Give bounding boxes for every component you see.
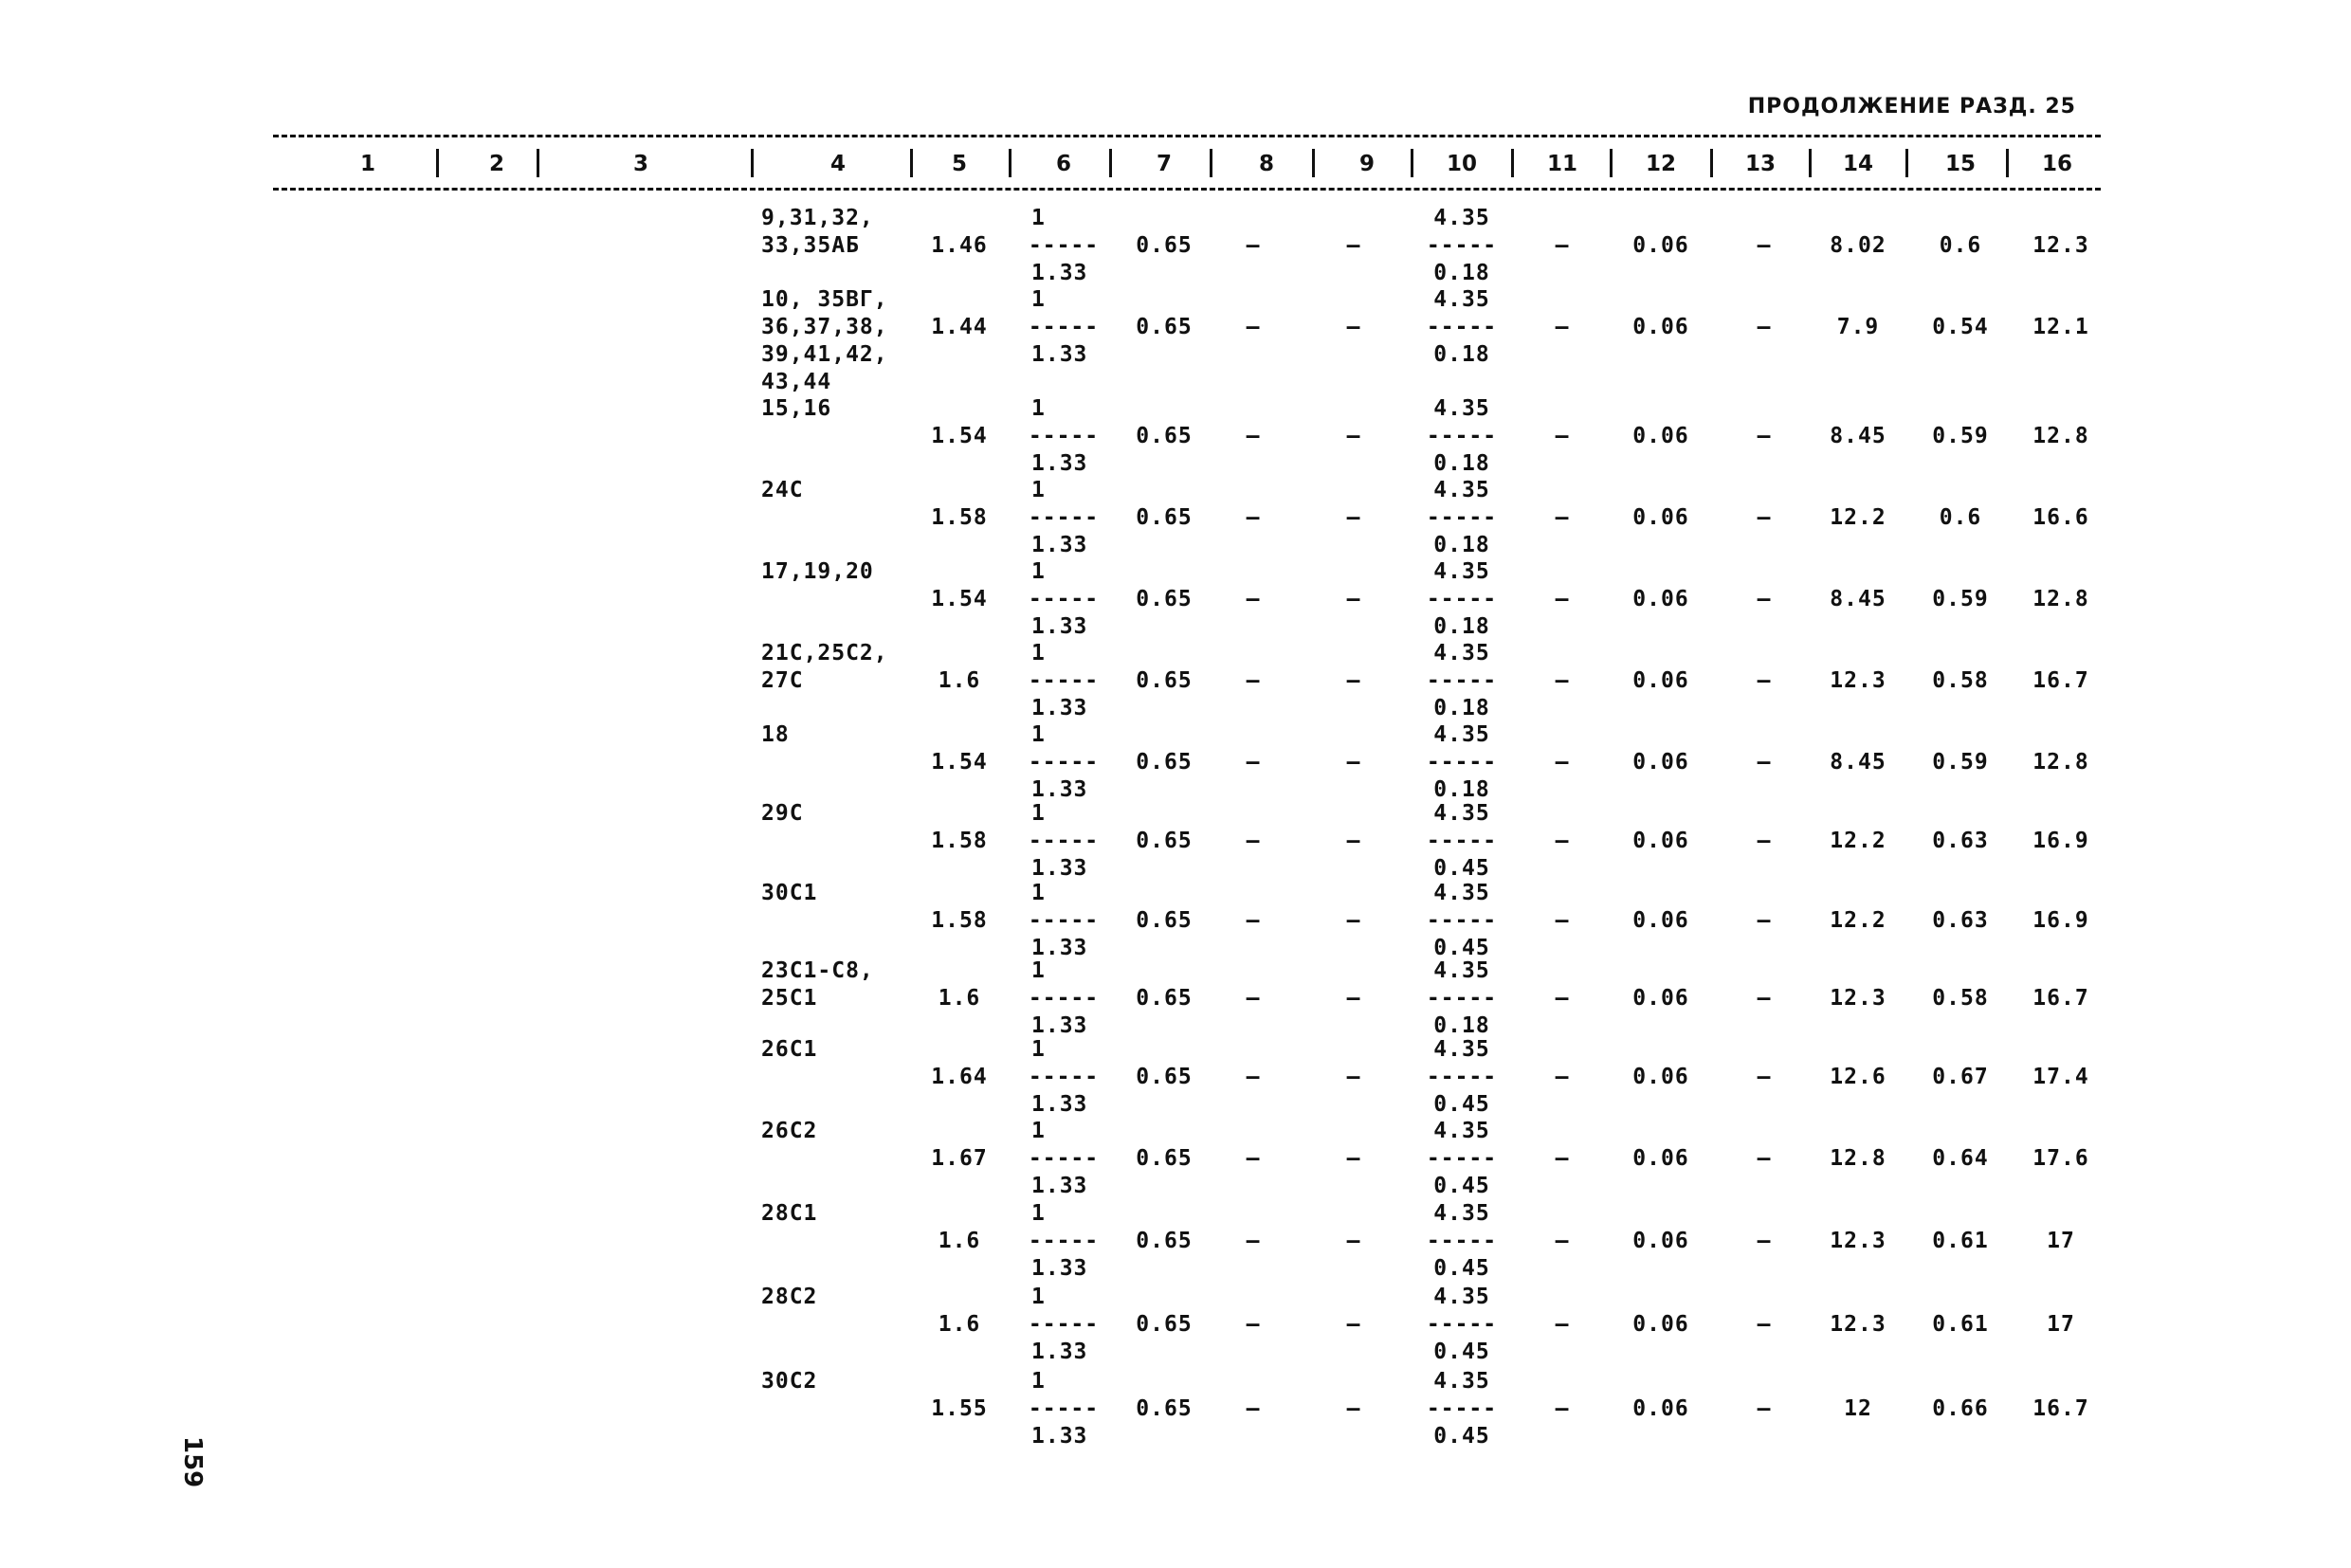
cell-designation: 23С1-С8, bbox=[761, 958, 874, 983]
column-separator bbox=[1312, 149, 1315, 177]
cell-col14: 7.9 bbox=[1836, 315, 1880, 339]
cell-designation: 18 bbox=[761, 722, 790, 747]
cell-col10-numerator: 4.35 bbox=[1433, 1285, 1490, 1309]
cell-designation: 15,16 bbox=[761, 396, 832, 421]
cell-col10-denominator: 0.18 bbox=[1433, 451, 1490, 476]
column-separator bbox=[1109, 149, 1112, 177]
cell-col8: – bbox=[1246, 750, 1261, 775]
column-header-9: 9 bbox=[1358, 152, 1375, 176]
cell-col12: 0.06 bbox=[1632, 750, 1689, 775]
cell-col13: – bbox=[1757, 1146, 1772, 1171]
cell-col13: – bbox=[1757, 668, 1772, 693]
cell-col14: 12.8 bbox=[1830, 1146, 1886, 1171]
column-header-4: 4 bbox=[829, 152, 846, 176]
fraction-line: ----- bbox=[1426, 505, 1498, 530]
cell-col6-denominator: 1.33 bbox=[1031, 777, 1088, 802]
cell-col10-numerator: 4.35 bbox=[1433, 478, 1490, 502]
cell-col13: – bbox=[1757, 587, 1772, 611]
cell-col11: – bbox=[1555, 668, 1570, 693]
cell-col6-numerator: 1 bbox=[1031, 396, 1046, 421]
cell-col15: 0.6 bbox=[1939, 233, 1982, 258]
cell-col10-numerator: 4.35 bbox=[1433, 396, 1490, 421]
cell-col9: – bbox=[1346, 986, 1361, 1011]
column-separator bbox=[1009, 149, 1011, 177]
cell-designation: 29С bbox=[761, 801, 804, 826]
cell-col14: 8.02 bbox=[1830, 233, 1886, 258]
column-separator bbox=[1905, 149, 1908, 177]
cell-col8: – bbox=[1246, 668, 1261, 693]
cell-designation: 9,31,32, bbox=[761, 206, 874, 230]
cell-col7: 0.65 bbox=[1136, 1229, 1193, 1253]
cell-designation: 28С2 bbox=[761, 1285, 818, 1309]
column-header-1: 1 bbox=[359, 152, 375, 176]
cell-col6-denominator: 1.33 bbox=[1031, 856, 1088, 881]
cell-col10-denominator: 0.45 bbox=[1433, 856, 1490, 881]
cell-col7: 0.65 bbox=[1136, 1312, 1193, 1337]
cell-col5: 1.55 bbox=[931, 1396, 988, 1421]
cell-col8: – bbox=[1246, 908, 1261, 933]
cell-col9: – bbox=[1346, 1229, 1361, 1253]
column-header-15: 15 bbox=[1944, 152, 1976, 176]
cell-col11: – bbox=[1555, 829, 1570, 853]
column-separator bbox=[2006, 149, 2009, 177]
cell-col15: 0.54 bbox=[1932, 315, 1989, 339]
cell-col7: 0.65 bbox=[1136, 829, 1193, 853]
cell-col7: 0.65 bbox=[1136, 233, 1193, 258]
cell-col10-numerator: 4.35 bbox=[1433, 206, 1490, 230]
cell-col8: – bbox=[1246, 1146, 1261, 1171]
cell-col14: 12.3 bbox=[1830, 1312, 1886, 1337]
cell-col9: – bbox=[1346, 829, 1361, 853]
column-separator bbox=[1710, 149, 1713, 177]
fraction-line: ----- bbox=[1028, 908, 1100, 933]
cell-designation: 43,44 bbox=[761, 370, 832, 394]
cell-col14: 12.2 bbox=[1830, 829, 1886, 853]
cell-col12: 0.06 bbox=[1632, 829, 1689, 853]
cell-col15: 0.63 bbox=[1932, 908, 1989, 933]
cell-col6-numerator: 1 bbox=[1031, 958, 1046, 983]
cell-col14: 8.45 bbox=[1830, 424, 1886, 448]
fraction-line: ----- bbox=[1426, 233, 1498, 258]
cell-col10-denominator: 0.18 bbox=[1433, 533, 1490, 557]
cell-col10-denominator: 0.45 bbox=[1433, 1340, 1490, 1364]
cell-col13: – bbox=[1757, 315, 1772, 339]
cell-col5: 1.54 bbox=[931, 424, 988, 448]
cell-col15: 0.58 bbox=[1932, 986, 1989, 1011]
cell-col8: – bbox=[1246, 1229, 1261, 1253]
cell-col9: – bbox=[1346, 1396, 1361, 1421]
fraction-line: ----- bbox=[1426, 315, 1498, 339]
cell-col9: – bbox=[1346, 587, 1361, 611]
page-header-title: ПРОДОЛЖЕНИЕ РАЗД. 25 bbox=[1747, 95, 2076, 119]
fraction-line: ----- bbox=[1028, 668, 1100, 693]
cell-col9: – bbox=[1346, 668, 1361, 693]
cell-col9: – bbox=[1346, 750, 1361, 775]
cell-col10-numerator: 4.35 bbox=[1433, 958, 1490, 983]
fraction-line: ----- bbox=[1028, 1065, 1100, 1089]
fraction-line: ----- bbox=[1426, 908, 1498, 933]
cell-col16: 16.9 bbox=[2032, 908, 2089, 933]
cell-col9: – bbox=[1346, 1146, 1361, 1171]
cell-col8: – bbox=[1246, 1396, 1261, 1421]
cell-col8: – bbox=[1246, 424, 1261, 448]
cell-col5: 1.58 bbox=[931, 829, 988, 853]
cell-col8: – bbox=[1246, 1312, 1261, 1337]
cell-col15: 0.6 bbox=[1939, 505, 1982, 530]
cell-col8: – bbox=[1246, 587, 1261, 611]
cell-col6-denominator: 1.33 bbox=[1031, 1340, 1088, 1364]
column-separator bbox=[910, 149, 913, 177]
cell-col7: 0.65 bbox=[1136, 1065, 1193, 1089]
cell-col11: – bbox=[1555, 1396, 1570, 1421]
cell-col11: – bbox=[1555, 908, 1570, 933]
cell-col11: – bbox=[1555, 315, 1570, 339]
page-number: 159 bbox=[178, 1436, 207, 1488]
fraction-line: ----- bbox=[1028, 587, 1100, 611]
cell-col15: 0.59 bbox=[1932, 750, 1989, 775]
cell-col11: – bbox=[1555, 1065, 1570, 1089]
cell-col13: – bbox=[1757, 750, 1772, 775]
cell-col10-numerator: 4.35 bbox=[1433, 287, 1490, 312]
cell-col11: – bbox=[1555, 587, 1570, 611]
cell-col16: 16.9 bbox=[2032, 829, 2089, 853]
cell-col10-denominator: 0.18 bbox=[1433, 696, 1490, 720]
fraction-line: ----- bbox=[1426, 1396, 1498, 1421]
column-header-6: 6 bbox=[1055, 152, 1071, 176]
column-separator bbox=[1411, 149, 1413, 177]
cell-col5: 1.6 bbox=[938, 668, 981, 693]
cell-col5: 1.54 bbox=[931, 750, 988, 775]
cell-col5: 1.44 bbox=[931, 315, 988, 339]
cell-col13: – bbox=[1757, 908, 1772, 933]
cell-col7: 0.65 bbox=[1136, 315, 1193, 339]
column-separator bbox=[1511, 149, 1514, 177]
cell-col16: 17.4 bbox=[2032, 1065, 2089, 1089]
cell-col9: – bbox=[1346, 424, 1361, 448]
cell-col10-denominator: 0.18 bbox=[1433, 777, 1490, 802]
cell-col6-denominator: 1.33 bbox=[1031, 696, 1088, 720]
cell-col15: 0.66 bbox=[1932, 1396, 1989, 1421]
cell-col14: 8.45 bbox=[1830, 750, 1886, 775]
cell-col10-denominator: 0.45 bbox=[1433, 1256, 1490, 1281]
cell-col16: 17 bbox=[2047, 1312, 2075, 1337]
cell-designation: 26С1 bbox=[761, 1037, 818, 1062]
cell-col9: – bbox=[1346, 1312, 1361, 1337]
cell-col11: – bbox=[1555, 1229, 1570, 1253]
cell-col12: 0.06 bbox=[1632, 315, 1689, 339]
cell-col11: – bbox=[1555, 1146, 1570, 1171]
cell-col6-numerator: 1 bbox=[1031, 1369, 1046, 1394]
cell-col10-denominator: 0.18 bbox=[1433, 261, 1490, 285]
cell-col15: 0.59 bbox=[1932, 587, 1989, 611]
cell-col6-denominator: 1.33 bbox=[1031, 614, 1088, 639]
cell-col16: 16.6 bbox=[2032, 505, 2089, 530]
cell-col10-numerator: 4.35 bbox=[1433, 1037, 1490, 1062]
cell-col9: – bbox=[1346, 315, 1361, 339]
cell-col12: 0.06 bbox=[1632, 1396, 1689, 1421]
cell-col7: 0.65 bbox=[1136, 587, 1193, 611]
column-separator bbox=[436, 149, 439, 177]
cell-col13: – bbox=[1757, 424, 1772, 448]
cell-col6-numerator: 1 bbox=[1031, 559, 1046, 584]
cell-designation: 21С,25С2, bbox=[761, 641, 888, 665]
column-header-14: 14 bbox=[1842, 152, 1873, 176]
cell-col6-denominator: 1.33 bbox=[1031, 936, 1088, 960]
cell-col7: 0.65 bbox=[1136, 750, 1193, 775]
cell-col13: – bbox=[1757, 1396, 1772, 1421]
cell-col6-denominator: 1.33 bbox=[1031, 451, 1088, 476]
cell-col13: – bbox=[1757, 1065, 1772, 1089]
fraction-line: ----- bbox=[1028, 829, 1100, 853]
column-separator bbox=[751, 149, 754, 177]
fraction-line: ----- bbox=[1426, 587, 1498, 611]
cell-col6-numerator: 1 bbox=[1031, 1201, 1046, 1226]
cell-col8: – bbox=[1246, 829, 1261, 853]
cell-col6-denominator: 1.33 bbox=[1031, 533, 1088, 557]
cell-col10-numerator: 4.35 bbox=[1433, 881, 1490, 905]
cell-designation: 17,19,20 bbox=[761, 559, 874, 584]
cell-col6-numerator: 1 bbox=[1031, 801, 1046, 826]
cell-col6-denominator: 1.33 bbox=[1031, 261, 1088, 285]
fraction-line: ----- bbox=[1426, 829, 1498, 853]
fraction-line: ----- bbox=[1028, 986, 1100, 1011]
cell-col5: 1.6 bbox=[938, 1312, 981, 1337]
cell-col10-numerator: 4.35 bbox=[1433, 1201, 1490, 1226]
column-separator bbox=[537, 149, 539, 177]
fraction-line: ----- bbox=[1426, 424, 1498, 448]
fraction-line: ----- bbox=[1028, 233, 1100, 258]
cell-col16: 17 bbox=[2047, 1229, 2075, 1253]
cell-col9: – bbox=[1346, 233, 1361, 258]
cell-designation: 30С1 bbox=[761, 881, 818, 905]
cell-designation: 39,41,42, bbox=[761, 342, 888, 367]
table-header-rule bbox=[273, 188, 2101, 191]
cell-col13: – bbox=[1757, 986, 1772, 1011]
cell-col14: 12.6 bbox=[1830, 1065, 1886, 1089]
cell-col5: 1.58 bbox=[931, 908, 988, 933]
cell-designation: 36,37,38, bbox=[761, 315, 888, 339]
cell-col5: 1.6 bbox=[938, 986, 981, 1011]
column-header-16: 16 bbox=[2041, 152, 2072, 176]
cell-col8: – bbox=[1246, 1065, 1261, 1089]
cell-col5: 1.46 bbox=[931, 233, 988, 258]
cell-col10-numerator: 4.35 bbox=[1433, 722, 1490, 747]
cell-col12: 0.06 bbox=[1632, 1312, 1689, 1337]
cell-col12: 0.06 bbox=[1632, 1229, 1689, 1253]
cell-col15: 0.61 bbox=[1932, 1312, 1989, 1337]
cell-col6-numerator: 1 bbox=[1031, 1285, 1046, 1309]
cell-col14: 12.3 bbox=[1830, 1229, 1886, 1253]
column-header-10: 10 bbox=[1446, 152, 1477, 176]
cell-col6-denominator: 1.33 bbox=[1031, 1092, 1088, 1117]
fraction-line: ----- bbox=[1028, 1312, 1100, 1337]
cell-col10-denominator: 0.45 bbox=[1433, 1092, 1490, 1117]
cell-designation: 25С1 bbox=[761, 986, 818, 1011]
cell-col10-denominator: 0.18 bbox=[1433, 342, 1490, 367]
cell-col11: – bbox=[1555, 424, 1570, 448]
cell-col10-denominator: 0.45 bbox=[1433, 1424, 1490, 1449]
fraction-line: ----- bbox=[1028, 750, 1100, 775]
cell-col11: – bbox=[1555, 986, 1570, 1011]
cell-col11: – bbox=[1555, 233, 1570, 258]
cell-col16: 12.8 bbox=[2032, 587, 2089, 611]
cell-col9: – bbox=[1346, 908, 1361, 933]
fraction-line: ----- bbox=[1028, 1229, 1100, 1253]
cell-col15: 0.61 bbox=[1932, 1229, 1989, 1253]
cell-col16: 17.6 bbox=[2032, 1146, 2089, 1171]
fraction-line: ----- bbox=[1426, 668, 1498, 693]
cell-col10-denominator: 0.45 bbox=[1433, 936, 1490, 960]
cell-col6-numerator: 1 bbox=[1031, 722, 1046, 747]
cell-col10-numerator: 4.35 bbox=[1433, 1369, 1490, 1394]
cell-col15: 0.58 bbox=[1932, 668, 1989, 693]
cell-col8: – bbox=[1246, 505, 1261, 530]
cell-col12: 0.06 bbox=[1632, 908, 1689, 933]
cell-col6-denominator: 1.33 bbox=[1031, 1424, 1088, 1449]
fraction-line: ----- bbox=[1426, 986, 1498, 1011]
cell-col12: 0.06 bbox=[1632, 424, 1689, 448]
fraction-line: ----- bbox=[1426, 750, 1498, 775]
cell-col7: 0.65 bbox=[1136, 1146, 1193, 1171]
cell-col10-numerator: 4.35 bbox=[1433, 801, 1490, 826]
cell-col7: 0.65 bbox=[1136, 1396, 1193, 1421]
cell-col8: – bbox=[1246, 986, 1261, 1011]
cell-designation: 26С2 bbox=[761, 1119, 818, 1143]
cell-designation: 28С1 bbox=[761, 1201, 818, 1226]
cell-col13: – bbox=[1757, 1312, 1772, 1337]
cell-col8: – bbox=[1246, 315, 1261, 339]
column-header-2: 2 bbox=[488, 152, 504, 176]
cell-col15: 0.67 bbox=[1932, 1065, 1989, 1089]
fraction-line: ----- bbox=[1426, 1229, 1498, 1253]
cell-col16: 12.1 bbox=[2032, 315, 2089, 339]
cell-col5: 1.6 bbox=[938, 1229, 981, 1253]
column-header-5: 5 bbox=[951, 152, 967, 176]
cell-col6-numerator: 1 bbox=[1031, 1037, 1046, 1062]
cell-col6-numerator: 1 bbox=[1031, 641, 1046, 665]
cell-col6-numerator: 1 bbox=[1031, 206, 1046, 230]
cell-col16: 12.8 bbox=[2032, 750, 2089, 775]
cell-col16: 16.7 bbox=[2032, 668, 2089, 693]
cell-col6-numerator: 1 bbox=[1031, 287, 1046, 312]
cell-col6-denominator: 1.33 bbox=[1031, 1174, 1088, 1198]
column-header-13: 13 bbox=[1744, 152, 1776, 176]
fraction-line: ----- bbox=[1028, 1146, 1100, 1171]
cell-col12: 0.06 bbox=[1632, 1146, 1689, 1171]
cell-col16: 12.8 bbox=[2032, 424, 2089, 448]
cell-designation: 33,35АБ bbox=[761, 233, 860, 258]
cell-designation: 27С bbox=[761, 668, 804, 693]
cell-col5: 1.67 bbox=[931, 1146, 988, 1171]
cell-col15: 0.63 bbox=[1932, 829, 1989, 853]
cell-col16: 16.7 bbox=[2032, 986, 2089, 1011]
cell-col6-numerator: 1 bbox=[1031, 881, 1046, 905]
cell-col10-numerator: 4.35 bbox=[1433, 559, 1490, 584]
fraction-line: ----- bbox=[1028, 315, 1100, 339]
column-separator bbox=[1610, 149, 1613, 177]
cell-col6-numerator: 1 bbox=[1031, 1119, 1046, 1143]
cell-col6-denominator: 1.33 bbox=[1031, 1013, 1088, 1038]
cell-col13: – bbox=[1757, 1229, 1772, 1253]
cell-col16: 12.3 bbox=[2032, 233, 2089, 258]
cell-col14: 12.3 bbox=[1830, 986, 1886, 1011]
cell-col5: 1.64 bbox=[931, 1065, 988, 1089]
cell-col7: 0.65 bbox=[1136, 908, 1193, 933]
cell-col15: 0.64 bbox=[1932, 1146, 1989, 1171]
fraction-line: ----- bbox=[1426, 1312, 1498, 1337]
fraction-line: ----- bbox=[1426, 1065, 1498, 1089]
column-header-3: 3 bbox=[632, 152, 648, 176]
cell-col9: – bbox=[1346, 505, 1361, 530]
cell-col14: 12.3 bbox=[1830, 668, 1886, 693]
cell-col10-denominator: 0.45 bbox=[1433, 1174, 1490, 1198]
cell-col12: 0.06 bbox=[1632, 668, 1689, 693]
fraction-line: ----- bbox=[1028, 424, 1100, 448]
column-separator bbox=[1809, 149, 1812, 177]
cell-designation: 10, 35ВГ, bbox=[761, 287, 888, 312]
cell-col12: 0.06 bbox=[1632, 587, 1689, 611]
cell-col5: 1.58 bbox=[931, 505, 988, 530]
cell-col7: 0.65 bbox=[1136, 668, 1193, 693]
cell-col12: 0.06 bbox=[1632, 505, 1689, 530]
cell-col10-denominator: 0.18 bbox=[1433, 1013, 1490, 1038]
cell-col11: – bbox=[1555, 505, 1570, 530]
fraction-line: ----- bbox=[1426, 1146, 1498, 1171]
cell-col6-numerator: 1 bbox=[1031, 478, 1046, 502]
cell-col6-denominator: 1.33 bbox=[1031, 1256, 1088, 1281]
fraction-line: ----- bbox=[1028, 505, 1100, 530]
cell-col13: – bbox=[1757, 233, 1772, 258]
column-header-11: 11 bbox=[1546, 152, 1577, 176]
cell-col11: – bbox=[1555, 750, 1570, 775]
cell-col10-numerator: 4.35 bbox=[1433, 641, 1490, 665]
fraction-line: ----- bbox=[1028, 1396, 1100, 1421]
cell-col12: 0.06 bbox=[1632, 233, 1689, 258]
cell-col15: 0.59 bbox=[1932, 424, 1989, 448]
column-header-12: 12 bbox=[1645, 152, 1676, 176]
cell-col14: 8.45 bbox=[1830, 587, 1886, 611]
cell-col11: – bbox=[1555, 1312, 1570, 1337]
cell-col10-denominator: 0.18 bbox=[1433, 614, 1490, 639]
cell-col7: 0.65 bbox=[1136, 986, 1193, 1011]
table-top-rule bbox=[273, 135, 2101, 137]
cell-designation: 24С bbox=[761, 478, 804, 502]
cell-col7: 0.65 bbox=[1136, 505, 1193, 530]
cell-col16: 16.7 bbox=[2032, 1396, 2089, 1421]
column-header-7: 7 bbox=[1156, 152, 1172, 176]
cell-col10-numerator: 4.35 bbox=[1433, 1119, 1490, 1143]
cell-col9: – bbox=[1346, 1065, 1361, 1089]
cell-col13: – bbox=[1757, 505, 1772, 530]
cell-col5: 1.54 bbox=[931, 587, 988, 611]
column-separator bbox=[1210, 149, 1212, 177]
cell-col14: 12 bbox=[1844, 1396, 1872, 1421]
cell-col6-denominator: 1.33 bbox=[1031, 342, 1088, 367]
cell-col13: – bbox=[1757, 829, 1772, 853]
cell-col7: 0.65 bbox=[1136, 424, 1193, 448]
cell-col8: – bbox=[1246, 233, 1261, 258]
cell-col14: 12.2 bbox=[1830, 505, 1886, 530]
cell-col14: 12.2 bbox=[1830, 908, 1886, 933]
cell-col12: 0.06 bbox=[1632, 986, 1689, 1011]
column-header-8: 8 bbox=[1258, 152, 1274, 176]
cell-designation: 30С2 bbox=[761, 1369, 818, 1394]
cell-col12: 0.06 bbox=[1632, 1065, 1689, 1089]
